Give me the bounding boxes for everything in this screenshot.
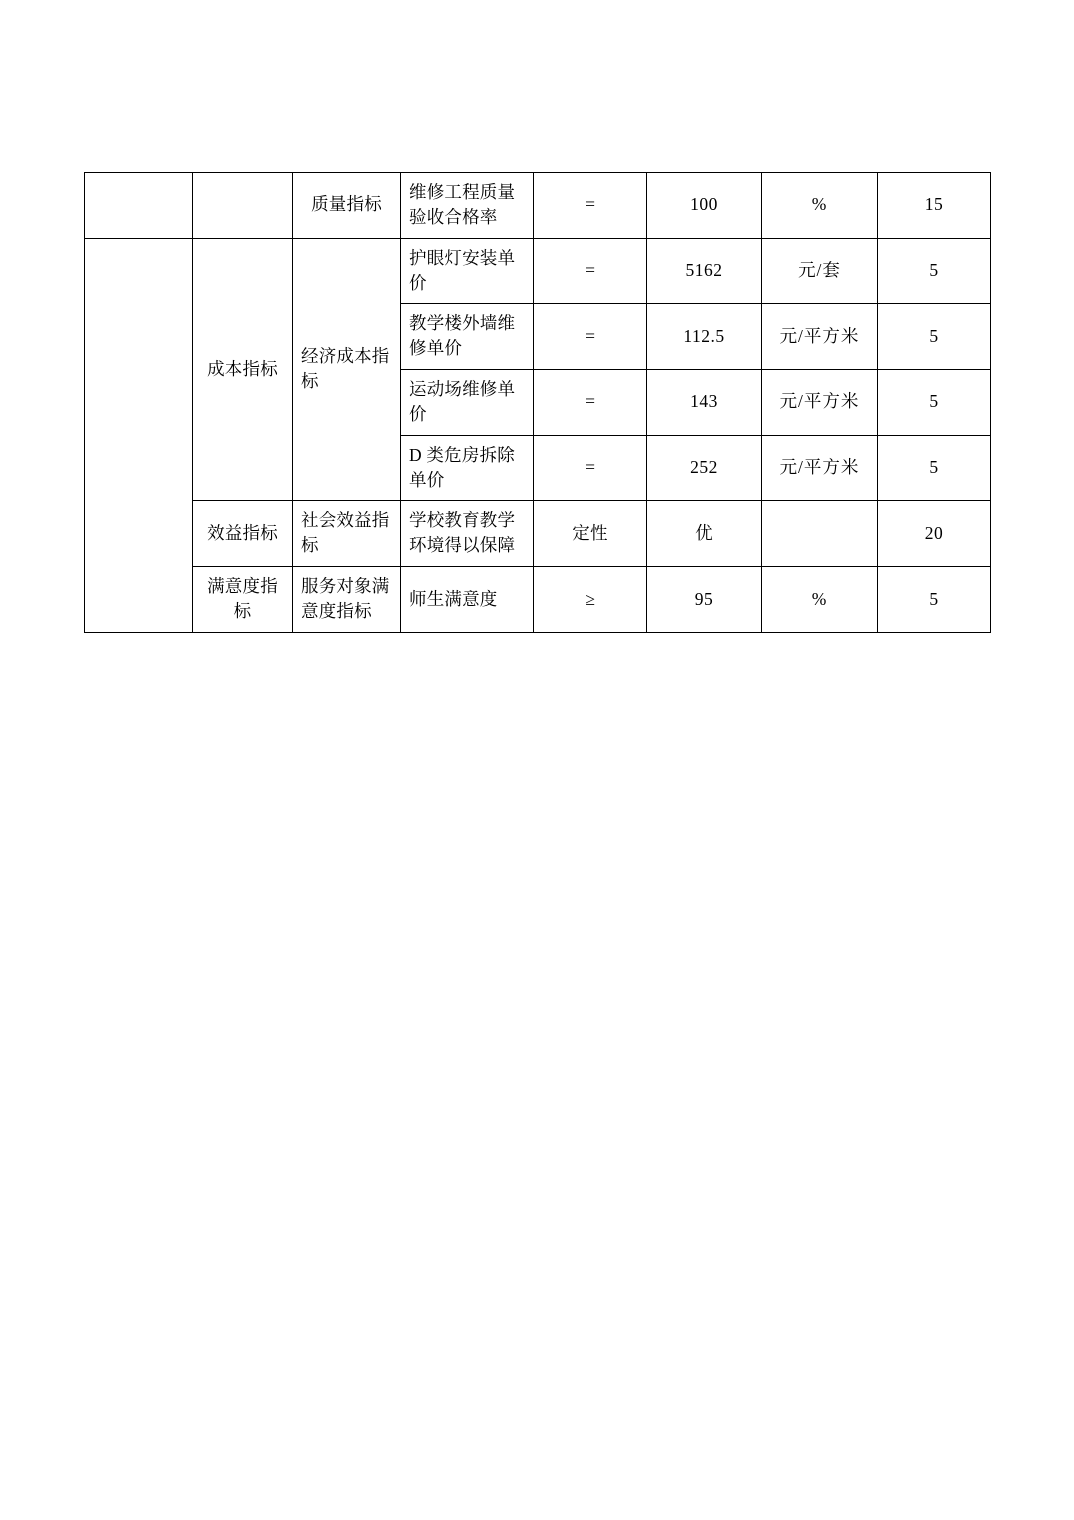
- weight-cell: 15: [878, 173, 991, 239]
- unit-cell: 元/平方米: [762, 435, 878, 501]
- weight-cell: 5: [878, 567, 991, 633]
- value-cell: 5162: [647, 238, 762, 304]
- performance-indicator-table: [84, 172, 991, 633]
- weight-cell: 5: [878, 304, 991, 370]
- weight-cell: 5: [878, 238, 991, 304]
- nature-cell: =: [534, 435, 647, 501]
- unit-cell: %: [762, 173, 878, 239]
- value-cell: 优: [647, 501, 762, 567]
- level2-cell: 经济成本指标: [293, 238, 401, 501]
- unit-cell: 元/平方米: [762, 304, 878, 370]
- table-row: [85, 567, 991, 633]
- level1-cell: [193, 173, 293, 239]
- level3-cell: 学校教育教学环境得以保障: [401, 501, 534, 567]
- nature-cell: 定性: [534, 501, 647, 567]
- level1-cell: 效益指标: [193, 501, 293, 567]
- unit-cell: [762, 501, 878, 567]
- row-spacer-cell: [85, 173, 193, 239]
- level1-cell: 满意度指标: [193, 567, 293, 633]
- weight-cell: 5: [878, 370, 991, 436]
- value-cell: 252: [647, 435, 762, 501]
- nature-cell: =: [534, 304, 647, 370]
- value-cell: 100: [647, 173, 762, 239]
- level3-cell: 护眼灯安装单价: [401, 238, 534, 304]
- level2-cell: 社会效益指标: [293, 501, 401, 567]
- nature-cell: =: [534, 370, 647, 436]
- level3-cell: 运动场维修单价: [401, 370, 534, 436]
- row-spacer-cell: [85, 238, 193, 632]
- table-row: [85, 501, 991, 567]
- level3-cell: 维修工程质量验收合格率: [401, 173, 534, 239]
- weight-cell: 5: [878, 435, 991, 501]
- unit-cell: 元/平方米: [762, 370, 878, 436]
- nature-cell: =: [534, 173, 647, 239]
- level3-cell: D 类危房拆除单价: [401, 435, 534, 501]
- table-row: [85, 238, 991, 304]
- level2-cell: 服务对象满意度指标: [293, 567, 401, 633]
- value-cell: 95: [647, 567, 762, 633]
- nature-cell: ≥: [534, 567, 647, 633]
- level2-cell: 质量指标: [293, 173, 401, 239]
- performance-indicator-table-wrapper: [84, 172, 990, 633]
- level1-cell: 成本指标: [193, 238, 293, 501]
- level3-cell: 师生满意度: [401, 567, 534, 633]
- level3-cell: 教学楼外墙维修单价: [401, 304, 534, 370]
- unit-cell: %: [762, 567, 878, 633]
- value-cell: 112.5: [647, 304, 762, 370]
- nature-cell: =: [534, 238, 647, 304]
- value-cell: 143: [647, 370, 762, 436]
- unit-cell: 元/套: [762, 238, 878, 304]
- table-row: [85, 173, 991, 239]
- weight-cell: 20: [878, 501, 991, 567]
